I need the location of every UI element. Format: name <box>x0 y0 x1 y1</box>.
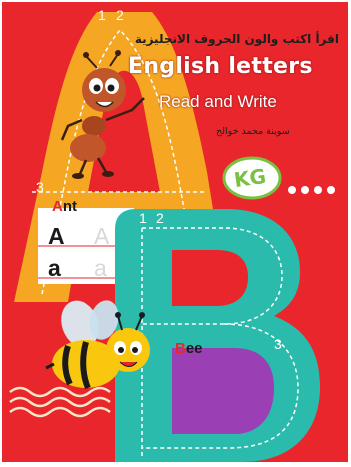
stroke-number-a-1: 1 <box>98 7 106 23</box>
book-title: English letters <box>128 54 313 79</box>
practice-small-trace: a <box>94 255 107 281</box>
stroke-number-b-3: 3 <box>274 336 282 352</box>
arabic-title: اقرأ اكتب والون الحروف الانجليزية <box>134 32 339 46</box>
book-cover <box>2 2 348 462</box>
practice-small-letter: a <box>48 255 61 281</box>
wave-decoration <box>10 388 110 416</box>
author-name: سوينة محمد خوالح <box>216 126 290 137</box>
stroke-number-b-1: 1 <box>139 210 147 226</box>
practice-capital-trace: A <box>94 223 110 249</box>
stroke-number-b-2: 2 <box>156 210 164 226</box>
word-bee: Bee <box>175 340 203 357</box>
word-ant: Ant <box>52 198 78 215</box>
book-subtitle: Read and Write <box>159 92 277 111</box>
practice-capital-letter: A <box>48 223 65 249</box>
stroke-number-a-3: 3 <box>36 179 44 195</box>
letter-b-shape <box>115 209 320 462</box>
stroke-number-a-2: 2 <box>116 7 124 23</box>
level-badge-text: KG <box>232 163 268 193</box>
